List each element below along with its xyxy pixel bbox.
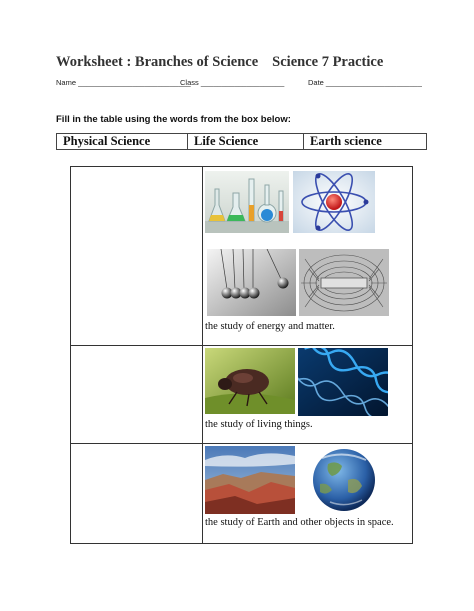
canyon-landscape-image: [205, 446, 295, 514]
lab-glassware-image: [205, 171, 289, 233]
name-field[interactable]: Name ___________________________: [56, 78, 191, 87]
atom-model-image: [293, 171, 375, 233]
title-text: Worksheet : Branches of Science: [56, 54, 259, 70]
table-row: [71, 167, 412, 345]
word-earth-science: Earth science: [303, 134, 426, 149]
date-field[interactable]: Date _______________________: [308, 78, 422, 87]
answer-table: [70, 166, 413, 544]
answer-cell-1[interactable]: [71, 167, 203, 345]
description-life: the study of living things.: [205, 419, 313, 430]
magnetic-field-image: [299, 249, 389, 316]
word-box: [56, 133, 427, 150]
description-physical: the study of energy and matter.: [205, 321, 335, 332]
table-row: [71, 443, 412, 543]
description-earth: the study of Earth and other objects in space.: [205, 517, 394, 528]
worksheet-title: [56, 54, 436, 71]
subtitle-text: Science 7 Practice: [272, 54, 384, 70]
answer-cell-2[interactable]: [71, 346, 203, 443]
table-row: [71, 345, 412, 443]
earth-globe-image: [300, 446, 388, 514]
dna-helix-image: [298, 348, 388, 416]
word-life-science: Life Science: [187, 134, 303, 149]
instruction-text: Fill in the table using the words from the box below:: [56, 114, 291, 125]
newtons-cradle-image: [207, 249, 296, 316]
word-physical-science: Physical Science: [63, 134, 151, 148]
beetle-image: [205, 348, 295, 414]
class-field[interactable]: Class ____________________: [180, 78, 285, 87]
answer-cell-3[interactable]: [71, 444, 203, 543]
